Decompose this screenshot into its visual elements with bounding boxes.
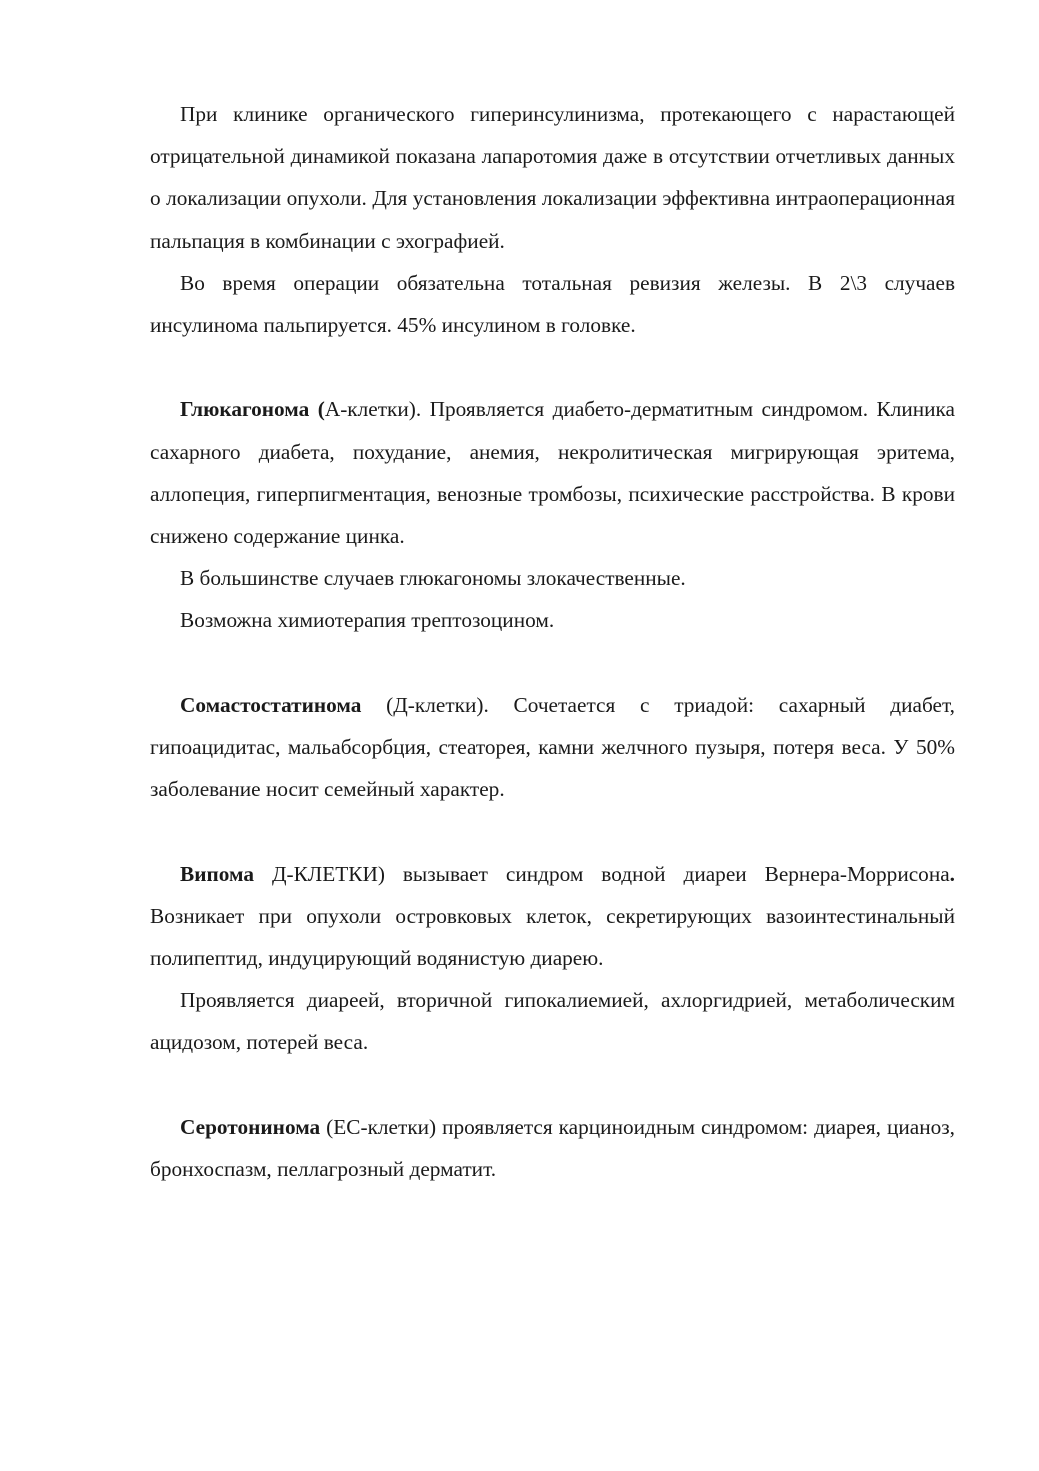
insulinoma-surgery-text: При клинике органического гиперинсулинизма, протекающего с нарастающей отрицательной динамикой показана лапаротомия даже в отсутствии отчетливых данных о локализации опухоли. Для установления локализации эффективна интраоперационная пальпация в комбинации с эхографией. (150, 102, 955, 253)
somatostatinoma-paragraph (150, 684, 955, 811)
insulinoma-surgery-paragraph (150, 93, 955, 262)
revision-text: Во время операции обязательна тотальная ревизия железы. В 2\3 случаев инсулинома пальпируется. 45% инсулином в головке. (150, 270, 955, 338)
somatostatinoma-term: Сомастостатинома (180, 692, 362, 717)
serotoninoma-term: Серотонинома (180, 1114, 321, 1139)
serotoninoma-description: (ЕС-клетки) проявляется карциноидным синдромом: диарея, цианоз, бронхоспазм, пеллагрозный дерматит. (150, 1114, 955, 1182)
glucagonoma-therapy-text: Возможна химиотерапия трептозоцином. (180, 608, 555, 633)
vipoma-term: Випома (180, 861, 254, 886)
glucagonoma-paren: ( (309, 397, 325, 422)
glucagonoma-term: Глюкагонома (180, 397, 310, 422)
revision-paragraph (150, 262, 955, 346)
section-gap (150, 1064, 955, 1106)
vipoma-syndrome-text: Д-КЛЕТКИ) вызывает синдром водной диареи Вернера-Моррисона (254, 861, 950, 886)
glucagonoma-therapy-paragraph (150, 599, 955, 641)
document-page (150, 93, 955, 1190)
serotoninoma-paragraph (150, 1106, 955, 1190)
section-gap (150, 642, 955, 684)
vipoma-symptoms-paragraph (150, 979, 955, 1063)
section-gap (150, 346, 955, 388)
vipoma-paragraph (150, 853, 955, 980)
glucagonoma-malignancy-text: В большинстве случаев глюкагономы злокачественные. (180, 566, 686, 591)
glucagonoma-description: А-клетки). Проявляется диабето-дерматитным синдромом. Клиника сахарного диабета, похудание, анемия, некролитическая мигрирующая эритема, аллопеция, гиперпигментация, венозные тромбозы, психические расстройства. В крови снижено содержание цинка. (150, 397, 955, 549)
glucagonoma-malignancy-paragraph (150, 557, 955, 599)
somatostatinoma-description: (Д-клетки). Сочетается с триадой: сахарный диабет, гипоацидитас, мальабсорбция, стеаторея, камни желчного пузыря, потеря веса. У 50% заболевание носит семейный характер. (150, 692, 955, 802)
vipoma-description: Возникает при опухоли островковых клеток, секретирующих вазоинтестинальный полипептид, индуцирующий водянистую диарею. (150, 903, 955, 971)
section-gap (150, 810, 955, 852)
vipoma-period: . (949, 861, 955, 886)
vipoma-symptoms-text: Проявляется диареей, вторичной гипокалиемией, ахлоргидрией, метаболическим ацидозом, потерей веса. (150, 988, 955, 1055)
glucagonoma-paragraph (150, 388, 955, 557)
